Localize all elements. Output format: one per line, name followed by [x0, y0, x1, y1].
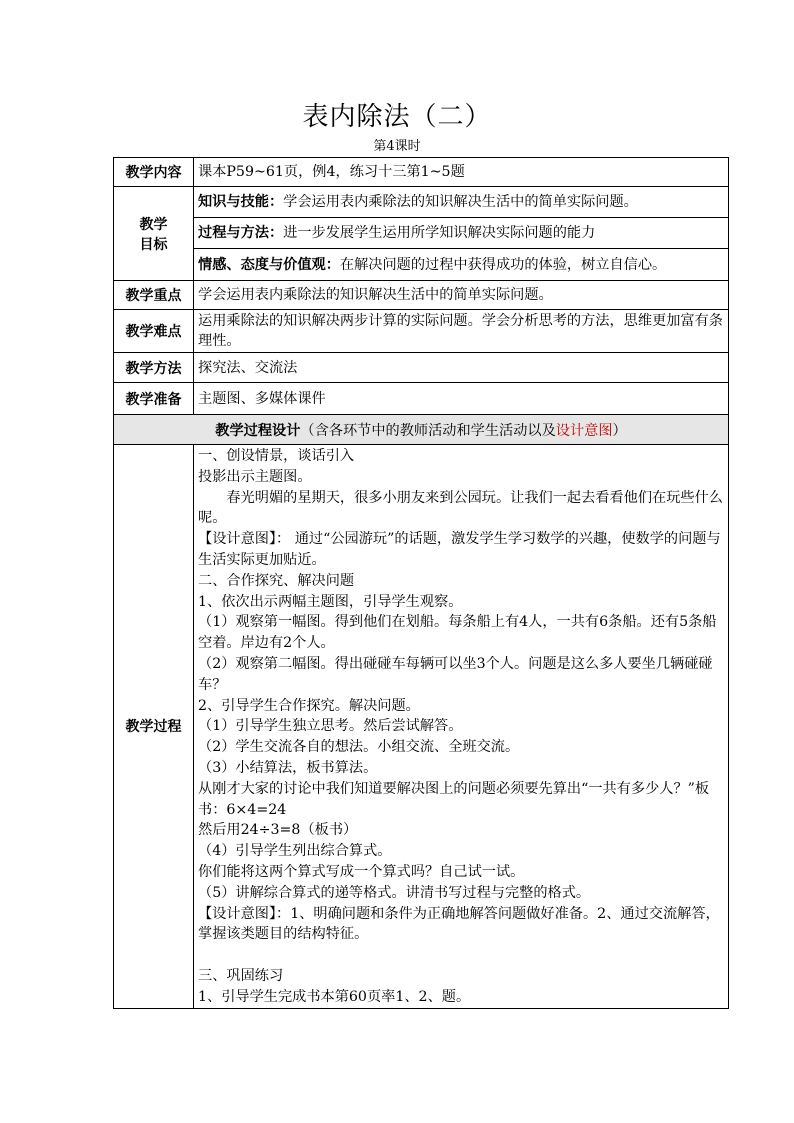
- goal-process-text: 进一步发展学生运用所学知识解决实际问题的能力: [283, 225, 596, 241]
- goal-process-head: 过程与方法：: [198, 225, 284, 241]
- value-content: 课本P59~61页，例4，练习十三第1~5题: [194, 158, 729, 187]
- label-process: 教学过程: [114, 445, 194, 1009]
- row-difficulty: [114, 310, 729, 353]
- goal-knowledge: [194, 187, 729, 218]
- goal-emotion: [194, 249, 729, 281]
- row-goals-emotion: [114, 249, 729, 281]
- process-line: 投影出示主题图。: [198, 468, 312, 485]
- process-line: （5）讲解综合算式的递等格式。讲清书写过程与完整的格式。: [198, 884, 591, 901]
- design-header-tail: ）: [612, 422, 627, 439]
- label-difficulty: 教学难点: [114, 310, 194, 353]
- label-goals-line1: 教学: [139, 216, 168, 233]
- process-line: 1、引导学生完成书本第60页率1、2、题。: [198, 988, 471, 1005]
- goal-knowledge-text: 学会运用表内乘除法的知识解决生活中的简单实际问题。: [283, 194, 638, 210]
- label-goals-line2: 目标: [139, 236, 168, 253]
- design-header: [114, 415, 729, 445]
- lesson-plan-table: [113, 157, 729, 1009]
- process-line: 2、引导学生合作探究。解决问题。: [198, 697, 420, 714]
- process-line: （3）小结算法，板书算法。: [198, 759, 378, 776]
- value-key: 学会运用表内乘除法的知识解决生活中的简单实际问题。: [194, 281, 729, 310]
- row-process: [114, 445, 729, 1009]
- label-method: 教学方法: [114, 353, 194, 383]
- row-design-header: [114, 415, 729, 445]
- process-line: 三、巩固练习: [198, 967, 284, 984]
- label-goals: [114, 187, 194, 281]
- lesson-number: 第4课时: [373, 139, 421, 154]
- document-title: 表内除法（二）: [302, 102, 492, 132]
- goal-emotion-head: 情感、态度与价值观：: [198, 256, 340, 273]
- process-line: 二、合作探究、解决问题: [198, 572, 355, 589]
- process-line: 然后用24÷3=8（板书）: [198, 822, 358, 839]
- row-content: [114, 158, 729, 187]
- goal-knowledge-head: 知识与技能：: [198, 194, 284, 210]
- row-key: [114, 281, 729, 310]
- process-line: 一、创设情景，谈话引入: [198, 448, 355, 464]
- row-goals-process: [114, 218, 729, 249]
- process-line: 从刚才大家的讨论中我们知道要解决图上的问题必须要先算出“一共有多少人？”板书：6×4=24: [198, 780, 710, 818]
- row-method: [114, 353, 729, 383]
- design-header-mid: （含各环节中的教师活动和学生活动以及: [300, 422, 556, 439]
- process-line: 【设计意图】：1、明确问题和条件为正确地解答问题做好准备。2、通过交流解答，掌握该类题目的结构特征。: [198, 905, 720, 943]
- label-content: 教学内容: [114, 158, 194, 187]
- process-line: 1、依次出示两幅主题图，引导学生观察。: [198, 593, 463, 610]
- label-prep: 教学准备: [114, 383, 194, 415]
- goal-process: [194, 218, 729, 249]
- process-line: 你们能将这两个算式写成一个算式吗？自己试一试。: [198, 863, 525, 880]
- goal-emotion-text: 在解决问题的过程中获得成功的体验，树立自信心。: [339, 256, 667, 273]
- process-line: （2）学生交流各自的想法。小组交流、全班交流。: [198, 739, 520, 756]
- process-blank-line: [198, 945, 724, 966]
- row-goals-knowledge: [114, 187, 729, 218]
- design-header-head: 教学过程设计: [215, 422, 301, 439]
- process-line: （1）观察第一幅图。得到他们在划船。每条船上有4人，一共有6条船。还有5条船空着。岸边有2个人。: [198, 614, 717, 652]
- process-line: （2）观察第二幅图。得出碰碰车每辆可以坐3个人。问题是这么多人要坐几辆碰碰车？: [198, 655, 713, 693]
- process-line: 【设计意图】： 通过“公园游玩”的话题，激发学生学习数学的兴趣，使数学的问题与生活实际更加贴近。: [198, 531, 721, 568]
- row-prep: [114, 383, 729, 415]
- value-prep: 主题图、多媒体课件: [194, 383, 729, 415]
- value-difficulty: 运用乘除法的知识解决两步计算的实际问题。学会分析思考的方法，思维更加富有条理性。: [194, 310, 729, 353]
- process-line: 春光明媚的星期天，很多小朋友来到公园玩。让我们一起去看看他们在玩些什么呢。: [198, 489, 723, 527]
- value-method: 探究法、交流法: [194, 353, 729, 383]
- process-content: [194, 445, 729, 1009]
- process-line: （4）引导学生列出综合算式。: [198, 843, 392, 860]
- process-line: （1）引导学生独立思考。然后尝试解答。: [198, 718, 463, 735]
- design-header-red: 设计意图: [555, 422, 613, 439]
- label-key: 教学重点: [114, 281, 194, 310]
